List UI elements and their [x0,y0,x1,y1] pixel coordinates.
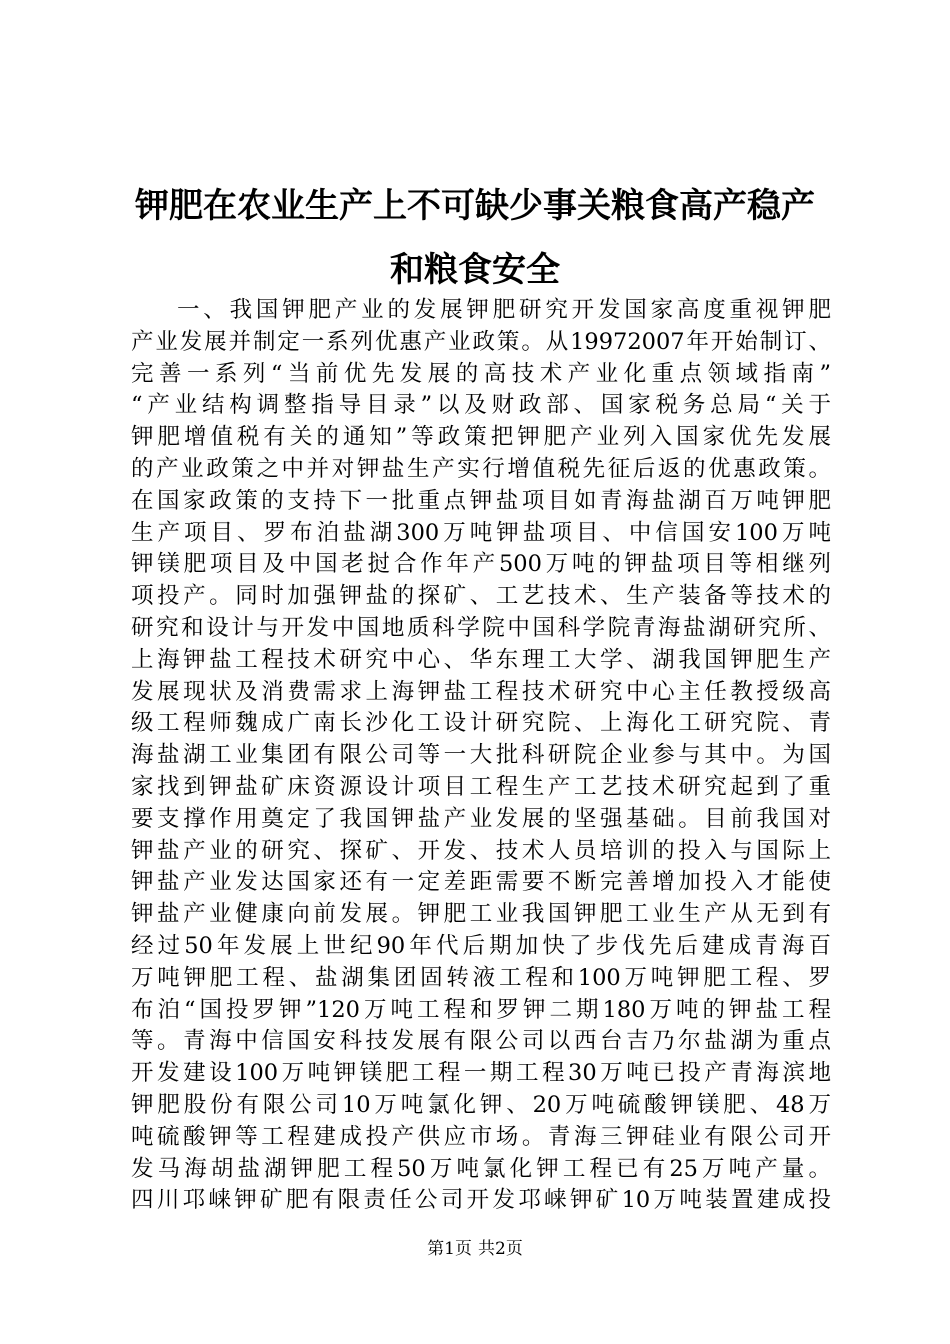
body-text-line: 万吨钾肥工程、盐湖集团固转液工程和100万吨钾肥工程、罗 [131,964,831,991]
body-text-line: 吨硫酸钾等工程建成投产供应市场。青海三钾硅业有限公司开 [131,1123,831,1150]
page-number: 第1页 [427,1239,472,1259]
body-text-line: 产业发展并制定一系列优惠产业政策。从19972007年开始制订、 [131,328,831,355]
body-text-line: 布泊“国投罗钾”120万吨工程和罗钾二期180万吨的钾盐工程 [131,996,831,1023]
page-total: 共2页 [478,1239,523,1259]
body-text-line: 项投产。同时加强钾盐的探矿、工艺技术、生产装备等技术的 [131,583,831,610]
body-text-line: 等。青海中信国安科技发展有限公司以西台吉乃尔盐湖为重点 [131,1028,831,1055]
body-text-line: 级工程师魏成广南长沙化工设计研究院、上海化工研究院、青 [131,710,831,737]
body-text-line: 海盐湖工业集团有限公司等一大批科研院企业参与其中。为国 [131,742,831,769]
body-text-line: 钾肥增值税有关的通知”等政策把钾肥产业列入国家优先发展 [131,424,831,451]
body-text-line: 一、我国钾肥产业的发展钾肥研究开发国家高度重视钾肥 [177,297,831,323]
body-text-line: 研究和设计与开发中国地质科学院中国科学院青海盐湖研究所、 [131,614,831,641]
body-text-line: 的产业政策之中并对钾盐生产实行增值税先征后返的优惠政策。 [131,455,831,482]
body-text-line: 钾盐产业的研究、探矿、开发、技术人员培训的投入与国际上 [131,837,831,864]
body-text-line: 钾盐产业健康向前发展。钾肥工业我国钾肥工业生产从无到有 [131,901,831,928]
body-text-line: 要支撑作用奠定了我国钾盐产业发展的坚强基础。目前我国对 [131,805,831,832]
page-footer [0,1238,950,1260]
body-text-line: “产业结构调整指导目录”以及财政部、国家税务总局“关于 [131,392,831,419]
document-title-line-2: 和粮食安全 [390,250,560,290]
body-text-line: 发马海胡盐湖钾肥工程50万吨氯化钾工程已有25万吨产量。 [131,1155,831,1182]
body-text-line: 钾镁肥项目及中国老挝合作年产500万吨的钾盐项目等相继列 [131,551,831,578]
body-text-line: 钾肥股份有限公司10万吨氯化钾、20万吨硫酸钾镁肥、48万 [131,1091,831,1118]
body-text-line: 开发建设100万吨钾镁肥工程一期工程30万吨已投产青海滨地 [131,1060,831,1087]
body-text-line: 四川邛崃钾矿肥有限责任公司开发邛崃钾矿10万吨装置建成投 [131,1187,831,1214]
body-text-line: 钾盐产业发达国家还有一定差距需要不断完善增加投入才能使 [131,869,831,896]
body-text-line: 经过50年发展上世纪90年代后期加快了步伐先后建成青海百 [131,932,831,959]
body-text-line: 生产项目、罗布泊盐湖300万吨钾盐项目、中信国安100万吨 [131,519,831,546]
document-body [131,295,831,1217]
body-text-line: 发展现状及消费需求上海钾盐工程技术研究中心主任教授级高 [131,678,831,705]
body-text-line: 在国家政策的支持下一批重点钾盐项目如青海盐湖百万吨钾肥 [131,487,831,514]
document-title-line-1: 钾肥在农业生产上不可缺少事关粮食高产稳产 [135,186,815,226]
body-text-line: 完善一系列“当前优先发展的高技术产业化重点领域指南” [131,360,831,387]
body-text-line: 上海钾盐工程技术研究中心、华东理工大学、湖我国钾肥生产 [131,646,831,673]
body-text-line: 家找到钾盐矿床资源设计项目工程生产工艺技术研究起到了重 [131,773,831,800]
